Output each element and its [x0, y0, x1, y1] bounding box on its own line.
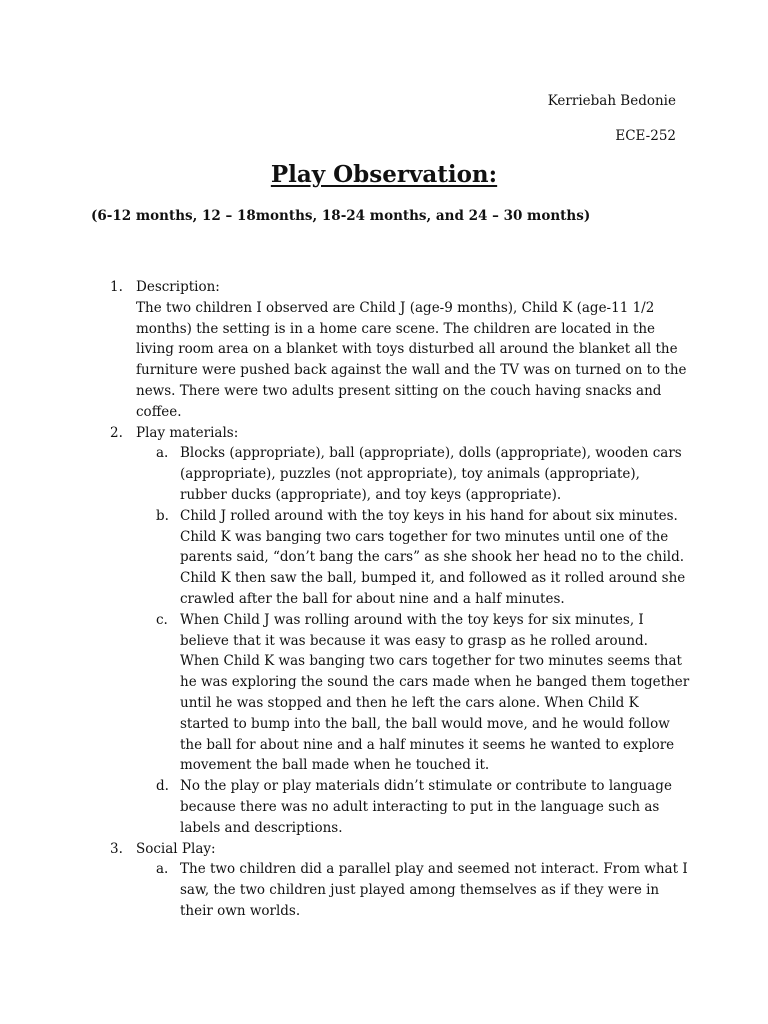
section-heading: Social Play: — [136, 840, 216, 857]
section-text: The two children I observed are Child J (age-9 months), Child K (age-11 1/2 months) the setting is in a home care scene. The children are located in the living room area on a blanket with toys disturbed all around the blanket all the furniture were pushed back against the wall and the TV was on turned on to the news. There were two adults present sitting on the couch having snacks and coffee. — [136, 299, 687, 420]
item-letter: d. — [156, 778, 169, 795]
item-letter: a. — [156, 445, 169, 462]
course-code: ECE-252 — [615, 128, 676, 144]
age-ranges: (6-12 months, 12 – 18months, 18-24 months, and 24 – 30 months) — [91, 208, 591, 224]
section-play-materials — [110, 423, 690, 839]
item-letter: c. — [156, 611, 168, 628]
section-number: 3. — [110, 840, 123, 857]
list-item — [136, 506, 690, 610]
item-letter: b. — [156, 507, 169, 524]
item-text: Blocks (appropriate), ball (appropriate), dolls (appropriate), wooden cars (appropriate), puzzles (not appropriate), toy animals (appropriate), rubber ducks (appropriate), and toy keys (appropriate). — [180, 445, 682, 503]
page-title: Play Observation: — [270, 161, 498, 188]
item-text: The two children did a parallel play and seemed not interact. From what I saw, the two children just played among themselves as if they were in their own worlds. — [180, 861, 688, 919]
item-letter: a. — [156, 861, 169, 878]
list-item — [136, 859, 690, 921]
list-item — [136, 443, 690, 505]
section-description — [110, 277, 690, 423]
section-number: 2. — [110, 424, 123, 441]
section-heading: Description: — [136, 279, 220, 295]
item-text: No the play or play materials didn’t stimulate or contribute to language because there was no adult interacting to put in the language such as labels and descriptions. — [180, 778, 672, 836]
author-name: Kerriebah Bedonie — [547, 93, 676, 109]
list-item — [136, 776, 690, 838]
section-social-play — [110, 839, 690, 922]
item-text: When Child J was rolling around with the toy keys for six minutes, I believe that it was because it was easy to grasp as he rolled around. When Child K was banging two cars together for two minutes seems that he was exploring the sound the cars made when he banged them together until he was stopped and then he left the cars alone. When Child K started to bump into the ball, the ball would move, and he would follow the ball for about nine and a half minutes it seems he wanted to explore movement the ball made when he touched it. — [180, 611, 690, 774]
section-number: 1. — [110, 279, 123, 295]
observation-list — [110, 277, 690, 922]
section-heading: Play materials: — [136, 424, 239, 441]
item-text: Child J rolled around with the toy keys in his hand for about six minutes. Child K was banging two cars together for two minutes until one of the parents said, “don’t bang the cars” as she shook her head no to the child. Child K then saw the ball, bumped it, and followed as it rolled around she crawled after the ball for about nine and a half minutes. — [180, 507, 686, 607]
list-item — [136, 610, 690, 776]
